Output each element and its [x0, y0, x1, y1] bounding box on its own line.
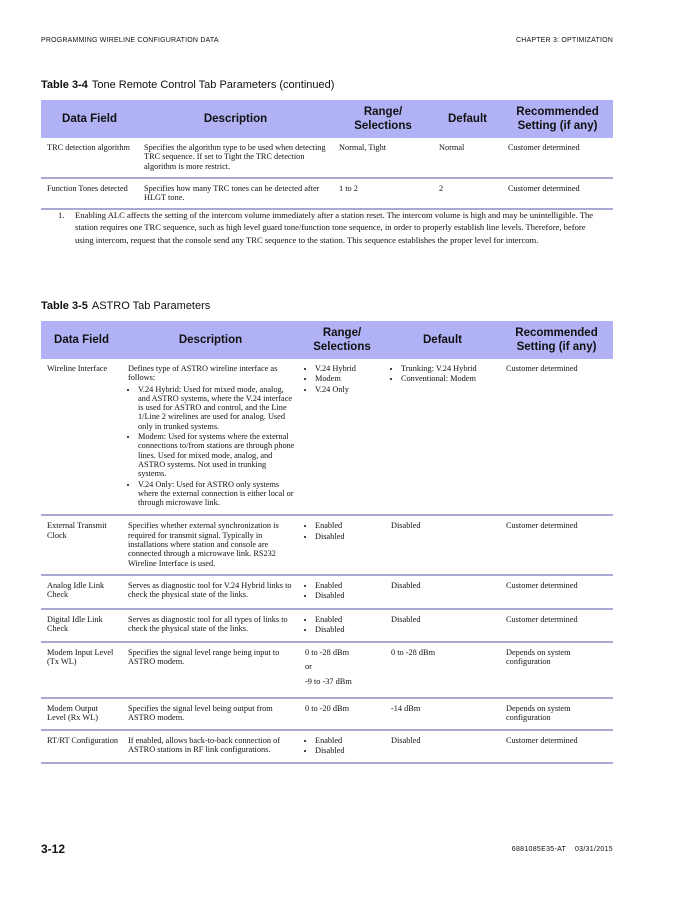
range-cell	[333, 178, 433, 210]
range-cell	[299, 730, 385, 764]
table-row	[41, 178, 613, 210]
bullet-item: • Modem	[315, 374, 381, 383]
range-cell	[333, 138, 433, 178]
field-text: External Transmit Clock	[47, 521, 107, 540]
bullet-item: • Conventional: Modem	[401, 374, 496, 383]
default-cell	[385, 609, 500, 643]
table-number: Table 3-4	[41, 79, 88, 91]
description-text: Defines type of ASTRO wireline interface as follows:	[128, 364, 278, 383]
column-header: Default	[433, 100, 502, 138]
table-number: Table 3-5	[41, 300, 88, 312]
bullet-item: • V.24 Hybrid: Used for mixed mode, analog, and ASTRO systems, where the V.24 interface is used for ASTRO and control, and the Line 1/Line 2 wirelines are used for analog. Used only in trunked systems.	[138, 385, 295, 431]
default-cell	[385, 730, 500, 764]
default-cell	[385, 642, 500, 698]
range-cell	[299, 642, 385, 698]
data-field-cell	[41, 178, 138, 210]
field-text: RT/RT Configuration	[47, 735, 118, 745]
description-text: Serves as diagnostic tool for V.24 Hybrid links to check the physical state of the links.	[128, 580, 292, 600]
range-cell	[299, 698, 385, 730]
recommended-text: Customer determined	[506, 614, 578, 624]
column-header: Range/ Selections	[333, 100, 433, 138]
default-cell	[385, 575, 500, 609]
astro-tab-table	[41, 321, 613, 764]
table-title: ASTRO Tab Parameters	[91, 300, 211, 312]
column-header: Data Field	[41, 321, 122, 359]
description-cell	[122, 609, 299, 643]
default-text: Disabled	[391, 735, 421, 745]
recommended-cell	[500, 609, 613, 643]
description-cell	[122, 698, 299, 730]
page-number: 3-12	[41, 842, 66, 856]
range-text: Normal, Tight	[339, 143, 387, 152]
tone-remote-control-table	[41, 100, 613, 210]
table-3-5-caption	[41, 300, 210, 312]
description-cell	[138, 138, 333, 178]
default-text: 0 to -28 dBm	[391, 648, 436, 658]
description-cell	[122, 575, 299, 609]
description-cell	[122, 642, 299, 698]
bullet-item: • Enabled	[315, 581, 381, 590]
default-text: Normal	[439, 143, 465, 152]
recommended-text: Depends on system configuration	[506, 704, 571, 723]
range-cell	[299, 575, 385, 609]
bullet-list	[305, 364, 381, 394]
table-row	[41, 730, 613, 764]
column-header: Recommended Setting (if any)	[500, 321, 613, 359]
document-id-date: 6881085E35-AT 03/31/2015	[511, 846, 613, 853]
bullet-list	[391, 364, 496, 384]
bullet-item: • Enabled	[315, 521, 381, 530]
recommended-text: Customer determined	[506, 735, 578, 745]
field-text: TRC detection algorithm	[47, 143, 130, 152]
data-field-cell	[41, 359, 122, 515]
table-title: Tone Remote Control Tab Parameters (continued)	[91, 79, 335, 91]
column-header: Description	[122, 321, 299, 359]
field-text: Digital Idle Link Check	[47, 614, 103, 633]
running-header-right: CHAPTER 3: OPTIMIZATION	[515, 37, 613, 44]
data-field-cell	[41, 730, 122, 764]
description-cell	[122, 730, 299, 764]
bullet-item: • V.24 Only	[315, 385, 381, 394]
default-cell	[433, 138, 502, 178]
recommended-cell	[500, 698, 613, 730]
bullet-item: • Disabled	[315, 532, 381, 541]
description-text: Specifies the algorithm type to be used when detecting TRC sequence. If set to Tight the TRC detection algorithm is more restrict.	[144, 143, 326, 171]
bullet-item: • Enabled	[315, 615, 381, 624]
table-row	[41, 138, 613, 178]
footnote-text: Enabling ALC affects the setting of the intercom volume immediately after a station reset. The intercom volume is high and may be unintelligible. The station requires one TRC sequence, such as high level guard tone/function tone sequence, in order to properly establish line levels. Therefore, before using intercom, request that the console send any TRC sequence to the station. This sequence establishes the proper level for intercom.	[75, 210, 594, 245]
description-cell	[122, 359, 299, 515]
column-header: Description	[138, 100, 333, 138]
data-field-cell	[41, 138, 138, 178]
bullet-item: • Disabled	[315, 625, 381, 634]
bullet-list	[128, 385, 295, 508]
column-header: Range/ Selections	[299, 321, 385, 359]
data-field-cell	[41, 642, 122, 698]
table-header-row	[41, 100, 613, 138]
bullet-item: • Modem: Used for systems where the external connections to/from stations are through phone lines. Used for mixed mode, analog, and ASTRO systems. Not used in trunking systems.	[138, 432, 295, 478]
bullet-list	[305, 615, 381, 635]
column-header: Data Field	[41, 100, 138, 138]
description-text: If enabled, allows back-to-back connection of ASTRO stations in RF link configurations.	[128, 735, 281, 754]
bullet-list	[305, 736, 381, 756]
range-line: 0 to -28 dBm	[305, 648, 350, 658]
description-cell	[138, 178, 333, 210]
field-text: Wireline Interface	[47, 364, 108, 373]
recommended-text: Customer determined	[506, 364, 578, 373]
range-line: or	[305, 662, 312, 672]
default-cell	[433, 178, 502, 210]
table-row	[41, 698, 613, 730]
recommended-cell	[500, 730, 613, 764]
default-cell	[385, 359, 500, 515]
recommended-cell	[502, 138, 613, 178]
table-row	[41, 642, 613, 698]
table-row	[41, 609, 613, 643]
data-field-cell	[41, 575, 122, 609]
recommended-text: Customer determined	[506, 521, 578, 531]
range-line: -9 to -37 dBm	[305, 676, 352, 686]
description-text: Specifies whether external synchronization is required for transmit signal. Typically in installations where station and console are connected through a microwave link. RS232 Wireline Interface is used.	[128, 521, 279, 568]
recommended-text: Depends on system configuration	[506, 648, 571, 667]
bullet-item: • Trunking: V.24 Hybrid	[401, 364, 496, 373]
description-text: Serves as diagnostic tool for all types of links to check the physical state of the links.	[128, 614, 288, 633]
default-text: 2	[439, 183, 444, 193]
table-row	[41, 359, 613, 515]
recommended-text: Customer determined	[508, 183, 580, 193]
field-text: Analog Idle Link Check	[47, 580, 105, 600]
description-text: Specifies the signal level range being input to ASTRO modem.	[128, 648, 280, 667]
bullet-list	[305, 521, 381, 541]
description-text: Specifies the signal level being output from ASTRO modem.	[128, 704, 273, 723]
running-header-left: PROGRAMMING WIRELINE CONFIGURATION DATA	[41, 37, 219, 44]
recommended-cell	[502, 178, 613, 210]
default-text: Disabled	[391, 521, 421, 531]
column-header: Default	[385, 321, 500, 359]
table-row	[41, 575, 613, 609]
default-cell	[385, 515, 500, 574]
recommended-text: Customer determined	[508, 143, 580, 152]
default-cell	[385, 698, 500, 730]
range-cell	[299, 609, 385, 643]
recommended-cell	[500, 642, 613, 698]
default-text: Disabled	[391, 614, 421, 624]
data-field-cell	[41, 515, 122, 574]
default-text: Disabled	[391, 580, 421, 590]
recommended-cell	[500, 515, 613, 574]
recommended-cell	[500, 359, 613, 515]
footnote-number: 1.	[58, 210, 65, 220]
data-field-cell	[41, 609, 122, 643]
description-text: Specifies how many TRC tones can be detected after HLGT tone.	[144, 183, 320, 203]
range-cell	[299, 515, 385, 574]
range-cell	[299, 359, 385, 515]
table-header-row	[41, 321, 613, 359]
footnote	[58, 209, 603, 246]
table-row	[41, 515, 613, 574]
bullet-item: • Disabled	[315, 591, 381, 600]
data-field-cell	[41, 698, 122, 730]
table-3-4-caption	[41, 79, 334, 91]
description-cell	[122, 515, 299, 574]
bullet-item: • V.24 Only: Used for ASTRO only systems where the external connection is either local or through microwave link.	[138, 480, 295, 508]
field-text: Modem Input Level (Tx WL)	[47, 648, 114, 667]
column-header: Recommended Setting (if any)	[502, 100, 613, 138]
bullet-item: • Disabled	[315, 746, 381, 755]
range-text: 0 to -20 dBm	[305, 704, 350, 714]
bullet-item: • V.24 Hybrid	[315, 364, 381, 373]
bullet-list	[305, 581, 381, 601]
field-text: Function Tones detected	[47, 183, 128, 193]
range-text: 1 to 2	[339, 183, 358, 193]
recommended-cell	[500, 575, 613, 609]
recommended-text: Customer determined	[506, 580, 578, 590]
default-text: -14 dBm	[391, 704, 421, 714]
field-text: Modem Output Level (Rx WL)	[47, 704, 98, 723]
bullet-item: • Enabled	[315, 736, 381, 745]
